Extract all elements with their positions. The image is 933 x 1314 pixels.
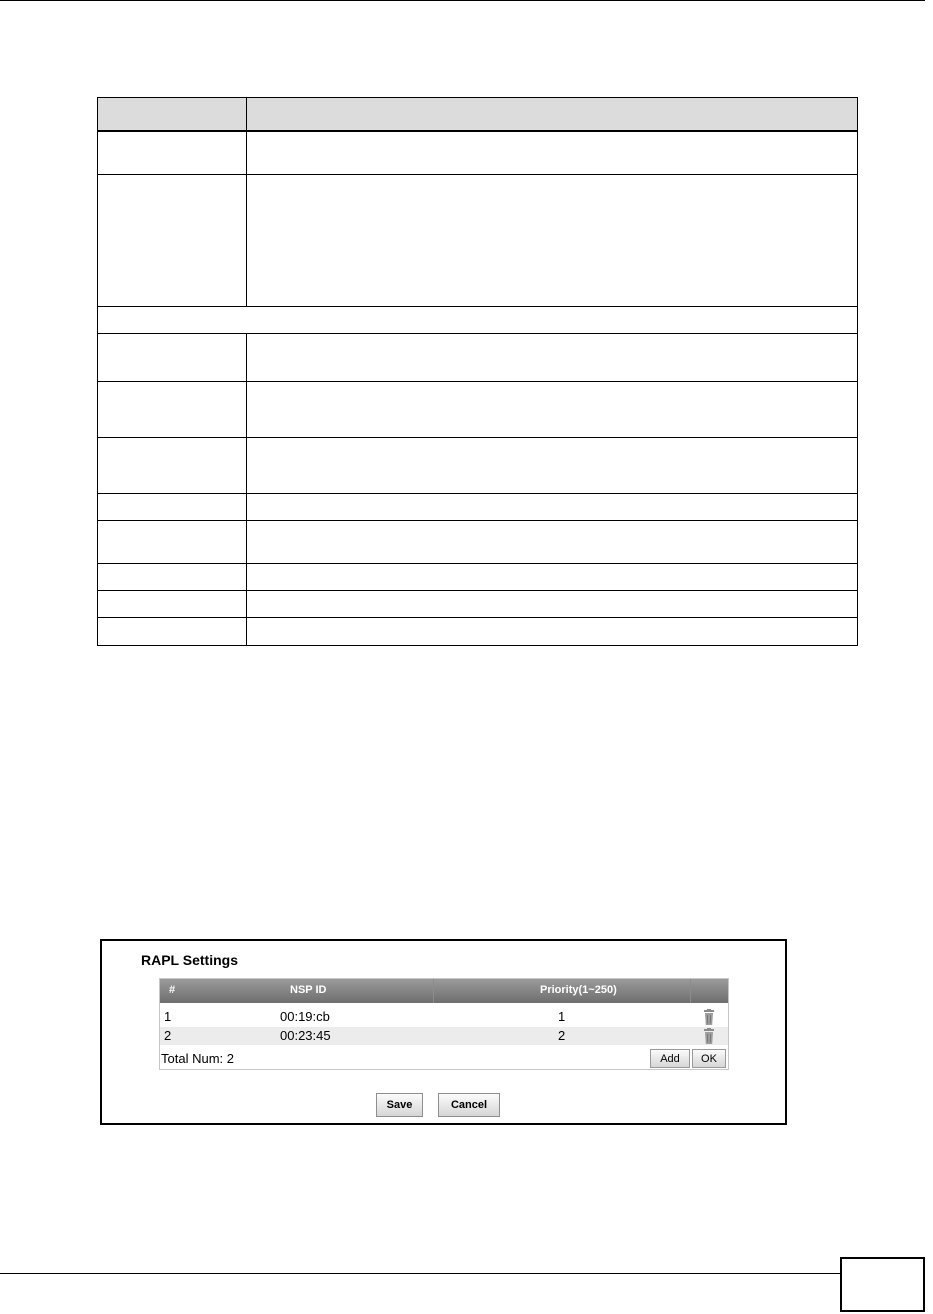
page-number-box [840, 1257, 925, 1312]
section-title: RAPL Settings [141, 952, 238, 968]
row-number: 2 [164, 1028, 172, 1043]
column-header-nsp-id: NSP ID [290, 984, 327, 996]
save-button[interactable]: Save [376, 1093, 423, 1117]
row-nsp-id: 00:19:cb [280, 1009, 330, 1024]
row-number: 1 [164, 1009, 172, 1024]
table-footer [160, 1048, 728, 1069]
description-table [97, 97, 858, 646]
add-button[interactable]: Add [650, 1049, 690, 1068]
trash-icon[interactable] [704, 1009, 714, 1025]
total-count: Total Num: 2 [161, 1051, 234, 1066]
header-rule [0, 0, 925, 1]
table-header [160, 979, 728, 1003]
column-header-number: # [169, 984, 176, 996]
trash-icon[interactable] [704, 1028, 714, 1044]
row-nsp-id: 00:23:45 [280, 1028, 331, 1043]
rapl-settings-screen [100, 939, 787, 1125]
column-header-priority: Priority(1~250) [540, 984, 617, 996]
footer-rule [0, 1273, 840, 1274]
row-priority: 2 [558, 1028, 566, 1043]
table-row [160, 1008, 728, 1026]
ok-button[interactable]: OK [692, 1049, 726, 1068]
row-priority: 1 [558, 1009, 566, 1024]
cancel-button[interactable]: Cancel [438, 1093, 500, 1117]
table-row [160, 1027, 728, 1045]
rapl-table [159, 978, 729, 1070]
